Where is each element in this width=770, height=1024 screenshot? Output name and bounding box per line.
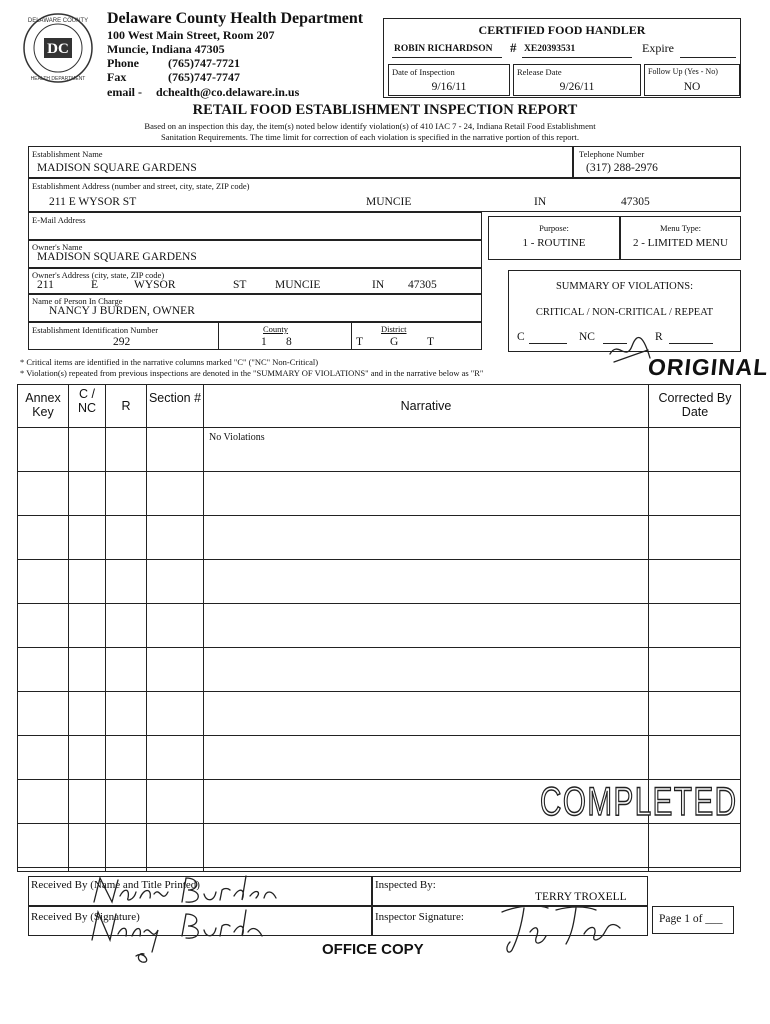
seal-letters: DC [47,41,69,57]
header-corrected-by-date: Corrected By Date [658,391,732,419]
agency-phone: (765)747-7721 [168,56,240,70]
menu-type-cell [620,216,741,260]
note-critical: * Critical items are identified in the narrative columns marked "C" ("NC" Non-Critical) [20,357,319,367]
summary-title: SUMMARY OF VIOLATIONS: [555,281,694,292]
owner-address-zip: 47305 [408,279,437,291]
table-row [18,603,740,647]
received-signature-label: Received By (Signature) [31,911,140,923]
follow-up: NO [683,81,701,93]
narrative-cell: No Violations [209,432,265,443]
summary-types: CRITICAL / NON-CRITICAL / REPEAT [535,307,714,318]
table-row [18,735,740,779]
district-letter-1: T [356,336,364,348]
county-digit-2: 8 [286,336,292,348]
agency-email: dchealth@co.delaware.in.us [156,85,300,99]
telephone: (317) 288-2976 [586,162,658,174]
header-annex-key: Annex Key [25,391,61,419]
establishment-street: 211 E WYSOR ST [49,196,137,208]
received-printed-label: Received By (Name and Title Printed) [31,879,200,891]
establishment-address-label: Establishment Address (number and street, city, state, ZIP code) [32,181,250,191]
header-narrative: Narrative [400,399,452,413]
email-label: E-Mail Address [32,215,86,225]
county-digit-1: 1 [261,336,267,348]
food-handler-name: ROBIN RICHARDSON [394,44,493,54]
food-handler-number: XE20393531 [524,44,576,54]
owner-address-number: 211 [37,279,54,291]
owner-address-label: Owner's Address (city, state, ZIP code) [32,270,165,280]
summary-c-label: C [517,331,525,343]
header-c-nc: C / NC [77,387,97,415]
purpose-cell [488,216,620,260]
summary-nc-label: NC [579,331,595,343]
agency-fax-label: Fax [107,70,127,84]
follow-up-cell [644,64,740,96]
person-in-charge: NANCY J BURDEN, OWNER [49,305,195,317]
report-intro-line2: Sanitation Requirements. The time limit for correction of each violation is specified in the narrative portion of this report. [161,132,579,142]
table-row [18,823,740,867]
completed-stamp: COMPLETED [540,780,738,824]
email-cell [28,212,482,240]
food-handler-title: CERTIFIED FOOD HANDLER [478,23,646,37]
telephone-label: Telephone Number [579,149,645,159]
agency-seal [22,12,94,84]
establishment-city: MUNCIE [366,196,412,208]
agency-fax: (765)747-7747 [168,70,240,84]
header-repeat: R [121,399,131,413]
owner-name-cell [28,240,482,268]
note-repeat: * Violation(s) repeated from previous inspections are denoted in the "SUMMARY OF VIOLATIONS" and in the narrative below as "R" [20,368,484,378]
purpose: 1 - ROUTINE [522,237,586,249]
owner-address-cell [28,268,482,294]
header-section: Section # [148,391,202,405]
food-handler-expire-label: Expire [642,41,674,55]
date-of-inspection: 9/16/11 [431,81,467,93]
page-number: Page 1 of ___ [659,913,723,925]
county-label: County [263,324,289,334]
inspector-signature-label: Inspector Signature: [375,911,464,923]
person-in-charge-label: Name of Person In Charge [32,296,123,306]
original-stamp: ORIGINAL [646,354,770,380]
owner-address-direction: E [91,279,99,291]
release-date-label: Release Date [517,67,562,77]
establishment-state: IN [534,196,547,208]
inspector-signature-handwriting [496,898,626,963]
agency-name: Delaware County Health Department [107,10,364,27]
follow-up-label: Follow Up (Yes - No) [648,67,718,76]
district-label: District [381,324,407,334]
owner-name-label: Owner's Name [32,242,83,252]
table-row [18,647,740,691]
purpose-label: Purpose: [539,223,569,233]
report-intro-line1: Based on an inspection this day, the item(s) noted below identify violation(s) of 410 IAC 7 - 24, Indiana Retail Food Establishment [144,121,596,131]
food-handler-number-symbol: # [510,40,517,55]
menu-type: 2 - LIMITED MENU [632,237,728,249]
establishment-zip: 47305 [621,196,650,208]
telephone-cell [573,146,741,178]
person-in-charge-cell [28,294,482,322]
establishment-address-cell [28,178,741,212]
inspected-by: TERRY TROXELL [535,891,627,903]
date-of-inspection-cell [388,64,510,96]
seal-text-bottom: HEALTH DEPARTMENT [30,76,86,82]
release-date-cell [513,64,641,96]
owner-address-st: ST [233,279,247,291]
seal-text-top: DELAWARE COUNTY [27,18,89,24]
summary-r-label: R [655,331,663,343]
establishment-name: MADISON SQUARE GARDENS [37,162,197,174]
establishment-name-cell [28,146,573,178]
district-letter-3: T [427,336,435,348]
agency-city: Muncie, Indiana 47305 [107,42,225,56]
page-number-cell [652,906,734,934]
owner-address-street: WYSOR [134,279,176,291]
establishment-id: 292 [113,336,131,348]
office-copy: OFFICE COPY [322,941,424,958]
establishment-name-label: Establishment Name [32,149,103,159]
release-date: 9/26/11 [559,81,595,93]
received-signature-handwriting [86,906,266,971]
report-title: RETAIL FOOD ESTABLISHMENT INSPECTION REPORT [192,102,578,118]
menu-type-label: Menu Type: [659,223,702,233]
agency-phone-label: Phone [107,56,140,70]
establishment-id-cell [28,322,482,350]
table-row [18,515,740,559]
owner-address-city: MUNCIE [275,279,321,291]
owner-name: MADISON SQUARE GARDENS [37,251,197,263]
table-row [18,559,740,603]
establishment-id-label: Establishment Identification Number [32,325,159,335]
district-letter-2: G [390,336,399,348]
owner-address-state: IN [372,279,385,291]
pen-scribble-icon [608,332,654,373]
date-of-inspection-label: Date of Inspection [392,67,455,77]
agency-address: 100 West Main Street, Room 207 [107,28,275,42]
agency-email-label: email - [107,85,142,99]
table-row [18,427,740,471]
table-row [18,691,740,735]
inspected-by-label: Inspected By: [375,879,436,891]
table-row [18,471,740,515]
